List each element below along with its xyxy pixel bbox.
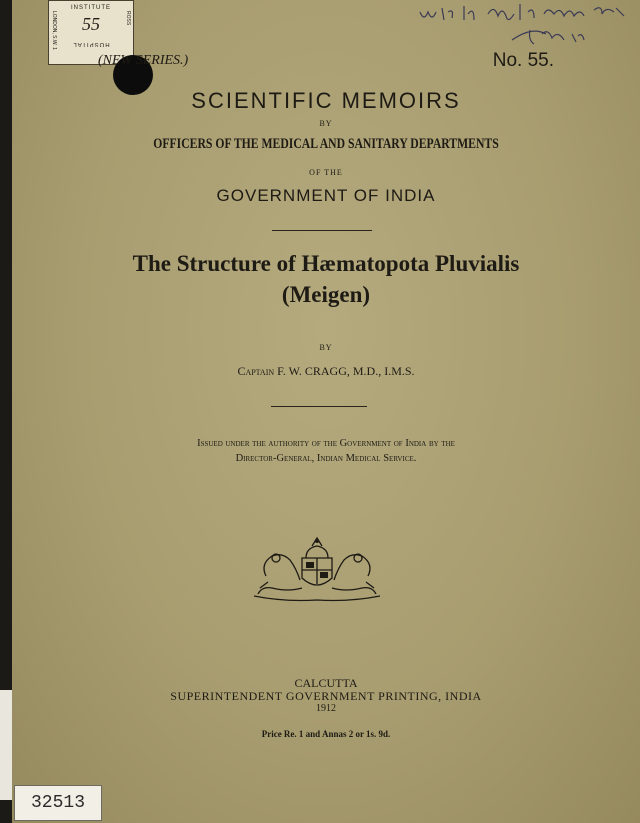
title-line-1: The Structure of Hæmatopota Pluvialis xyxy=(132,251,520,276)
heading-scientific-memoirs: SCIENTIFIC MEMOIRS xyxy=(191,88,461,113)
author-by: BY xyxy=(319,343,333,352)
royal-coat-of-arms-emblem xyxy=(246,536,388,602)
imprint-publisher: SUPERINTENDENT GOVERNMENT PRINTING, INDIA xyxy=(170,689,482,703)
issued-line-2: Director-General, Indian Medical Service. xyxy=(235,453,417,464)
heading-government-of-india: GOVERNMENT OF INDIA xyxy=(216,186,436,205)
imprint-city: CALCUTTA xyxy=(294,676,358,690)
divider-top xyxy=(272,230,372,231)
library-accession-label: 32513 xyxy=(14,785,102,821)
imprint-price: Price Re. 1 and Annas 2 or 1s. 9d. xyxy=(261,729,391,739)
heading-of-the: OF THE xyxy=(309,168,343,177)
imprint-year: 1912 xyxy=(316,703,336,714)
author-name: Captain F. W. CRAGG, M.D., I.M.S. xyxy=(237,364,415,378)
title-line-2: (Meigen) xyxy=(281,282,371,307)
heading-officers: OFFICERS OF THE MEDICAL AND SANITARY DEPARTMENTS xyxy=(153,136,499,152)
stamp-bottom-text: HOSPITAL xyxy=(72,41,110,47)
series-label: (NEW SERIES.) xyxy=(98,53,189,68)
issued-line-1: Issued under the authority of the Government of India by the xyxy=(197,438,455,449)
stamp-number: 55 xyxy=(82,14,100,34)
heading-by: BY xyxy=(319,119,333,128)
stamp-top-text: INSTITUTE xyxy=(71,5,111,11)
book-cover xyxy=(12,0,640,823)
number-label: No. 55. xyxy=(492,50,554,71)
divider-middle xyxy=(271,406,367,407)
stamp-left-text: LONDON, S.W. 1 xyxy=(51,11,57,50)
stamp-right-text: ROSS xyxy=(125,11,131,26)
